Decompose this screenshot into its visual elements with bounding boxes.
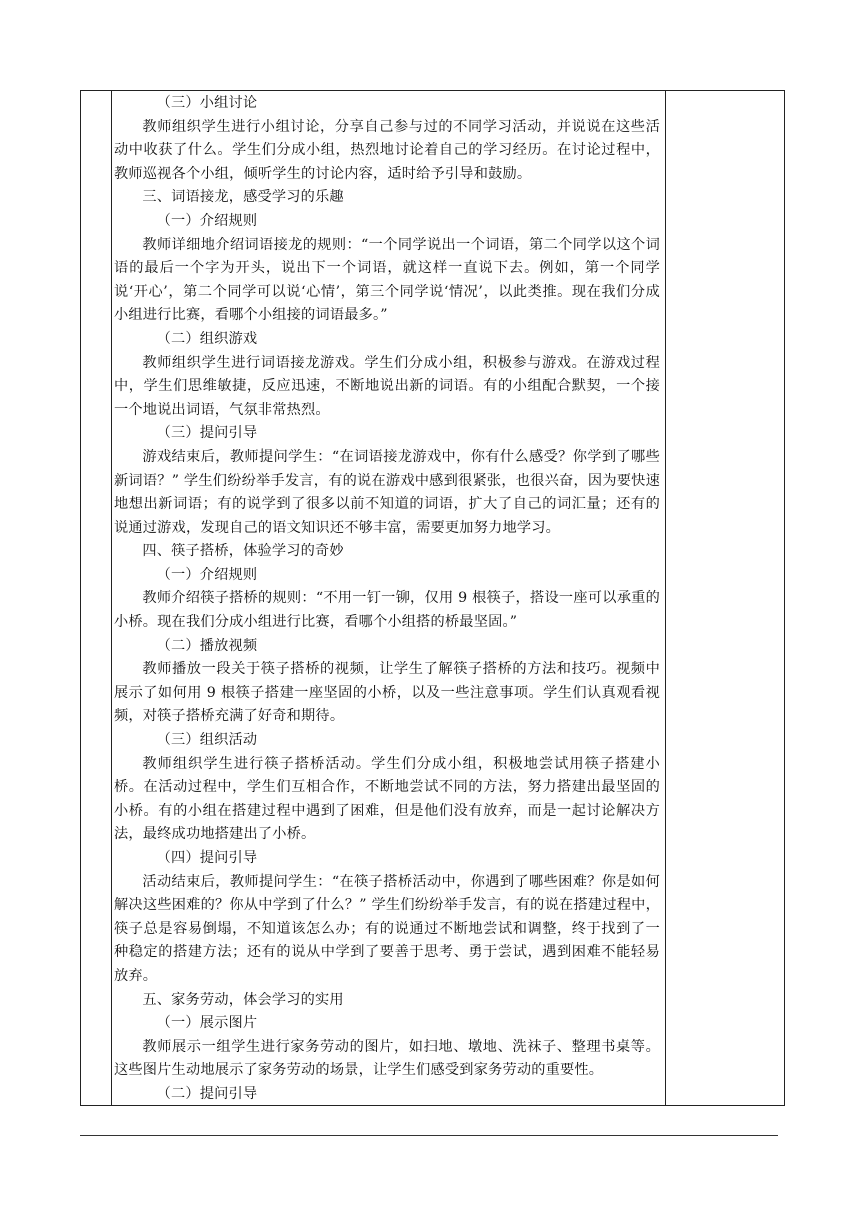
left-column-divider: [111, 91, 112, 1105]
paragraph: 教师播放一段关于筷子搭桥的视频，让学生了解筷子搭桥的方法和技巧。视频中展示了如何用 9 根筷子搭建一座坚固的小桥，以及一些注意事项。学生们认真观看视频，对筷子搭桥充满了好奇和期待。: [114, 661, 660, 725]
right-column-divider: [665, 91, 666, 1105]
section-heading: 三、词语接龙，感受学习的乐趣: [142, 189, 344, 206]
subheading: （二）提问引导: [156, 1085, 258, 1102]
subheading: （四）提问引导: [156, 850, 258, 866]
paragraph: 教师展示一组学生进行家务劳动的图片，如扫地、墩地、洗袜子、整理书桌等。这些图片生动地展示了家务劳动的场景，让学生们感受到家务劳动的重要性。: [114, 1038, 660, 1079]
paragraph: 教师组织学生进行筷子搭桥活动。学生们分成小组，积极地尝试用筷子搭建小桥。在活动过程中，学生们互相合作，不断地尝试不同的方法，努力搭建出最坚固的小桥。有的小组在搭建过程中遇到了困难，但是他们没有放弃，而是一起讨论解决方法，最终成功地搭建出了小桥。: [114, 755, 660, 843]
subheading: （三）提问引导: [156, 425, 258, 442]
lesson-content: [114, 92, 660, 1107]
subheading: （三）小组讨论: [156, 95, 258, 111]
section-heading: 四、筷子搭桥，体验学习的奇妙: [142, 543, 344, 560]
subheading: （三）组织活动: [156, 732, 258, 749]
paragraph: 教师组织学生进行小组讨论，分享自己参与过的不同学习活动，并说说在这些活动中收获了什么。学生们分成小组，热烈地讨论着自己的学习经历。在讨论过程中，教师巡视各个小组，倾听学生的讨论内容，适时给予引导和鼓励。: [114, 118, 660, 182]
subheading: （一）展示图片: [156, 1015, 258, 1032]
footer-rule: [80, 1135, 778, 1136]
subheading: （二）播放视频: [156, 637, 258, 654]
subheading: （一）介绍规则: [156, 212, 258, 229]
paragraph: 教师详细地介绍词语接龙的规则：“一个同学说出一个词语，第二个同学以这个词语的最后一个字为开头，说出下一个词语，就这样一直说下去。例如，第一个同学说‘开心’，第二个同学可以说‘心情’，第三个同学说‘情况’，以此类推。现在我们分成小组进行比赛，看哪个小组接的词语最多。”: [114, 236, 660, 324]
paragraph: 活动结束后，教师提问学生：“在筷子搭桥活动中，你遇到了哪些困难？你是如何解决这些困难的？你从中学到了什么？” 学生们纷纷举手发言，有的说在搭建过程中，筷子总是容易倒塌，不知道该怎么办；有的说通过不断地尝试和调整，终于找到了一种稳定的搭建方法；还有的说从中学到了要善于思考、勇于尝试，遇到困难不能轻易放弃。: [114, 873, 660, 984]
subheading: （一）介绍规则: [156, 566, 258, 583]
paragraph: 教师介绍筷子搭桥的规则：“不用一钉一铆，仅用 9 根筷子，搭设一座可以承重的小桥。现在我们分成小组进行比赛，看哪个小组搭的桥最坚固。”: [114, 590, 660, 631]
paragraph: 游戏结束后，教师提问学生：“在词语接龙游戏中，你有什么感受？你学到了哪些新词语？” 学生们纷纷举手发言，有的说在游戏中感到很紧张，也很兴奋，因为要快速地想出新词语；有的说学到了很多以前不知道的词语，扩大了自己的词汇量；还有的说通过游戏，发现自己的语文知识还不够丰富，需要更加努力地学习。: [114, 448, 660, 536]
paragraph: 教师组织学生进行词语接龙游戏。学生们分成小组，积极参与游戏。在游戏过程中，学生们思维敏捷，反应迅速，不断地说出新的词语。有的小组配合默契，一个接一个地说出词语，气氛非常热烈。: [114, 354, 660, 418]
section-heading: 五、家务劳动，体会学习的实用: [142, 991, 344, 1008]
subheading: （二）组织游戏: [156, 330, 258, 347]
